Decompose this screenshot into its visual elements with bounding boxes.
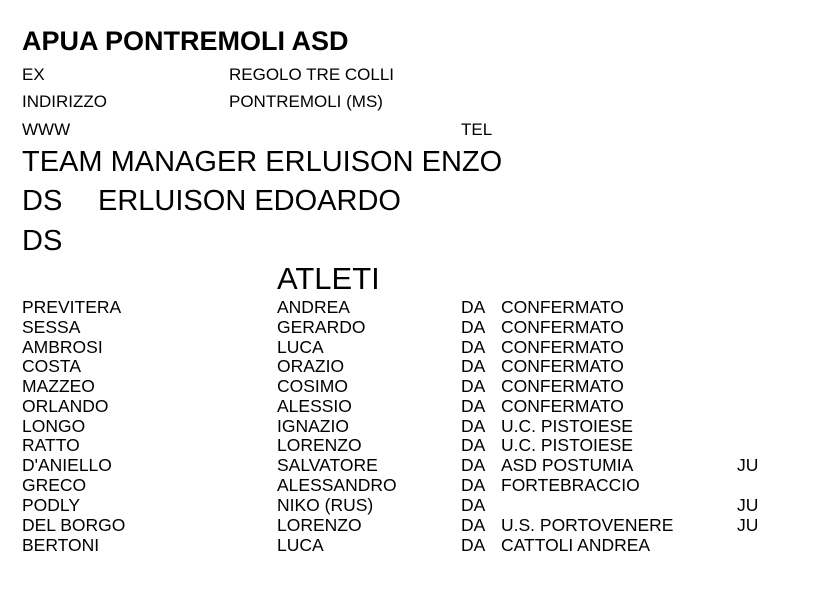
athlete-origin: CONFERMATO xyxy=(501,337,624,357)
athlete-name: LUCA xyxy=(277,535,324,555)
athlete-da: DA xyxy=(461,455,486,475)
athlete-origin: CONFERMATO xyxy=(501,297,624,317)
address-value: PONTREMOLI (MS) xyxy=(229,92,383,111)
athlete-note: JU xyxy=(737,515,759,535)
athlete-note: JU xyxy=(737,455,759,475)
web-label: WWW xyxy=(22,120,71,139)
athlete-da: DA xyxy=(461,376,486,396)
athlete-surname: D'ANIELLO xyxy=(22,455,112,475)
athlete-surname: COSTA xyxy=(22,356,81,376)
athlete-da: DA xyxy=(461,337,486,357)
athlete-name: NIKO (RUS) xyxy=(277,495,374,515)
athlete-surname: RATTO xyxy=(22,435,80,455)
athlete-da: DA xyxy=(461,297,486,317)
athletes-heading: ATLETI xyxy=(277,261,380,296)
athlete-origin: U.C. PISTOIESE xyxy=(501,416,633,436)
address-label: INDIRIZZO xyxy=(22,92,107,111)
athlete-surname: SESSA xyxy=(22,317,81,337)
athlete-name: LORENZO xyxy=(277,515,362,535)
athlete-name: IGNAZIO xyxy=(277,416,349,436)
athlete-origin: CATTOLI ANDREA xyxy=(501,535,651,555)
athlete-origin: FORTEBRACCIO xyxy=(501,475,640,495)
athlete-surname: GRECO xyxy=(22,475,87,495)
team-manager: TEAM MANAGER ERLUISON ENZO xyxy=(22,146,503,178)
ds-label-1: DS xyxy=(22,185,63,217)
athlete-surname: ORLANDO xyxy=(22,396,109,416)
athlete-surname: BERTONI xyxy=(22,535,100,555)
athlete-surname: DEL BORGO xyxy=(22,515,126,535)
athlete-origin: CONFERMATO xyxy=(501,356,624,376)
athlete-da: DA xyxy=(461,416,486,436)
athlete-surname: PREVITERA xyxy=(22,297,122,317)
athlete-origin: CONFERMATO xyxy=(501,376,624,396)
athlete-surname: LONGO xyxy=(22,416,86,436)
athlete-origin: CONFERMATO xyxy=(501,317,624,337)
tel-label: TEL xyxy=(461,120,493,139)
athlete-origin: ASD POSTUMIA xyxy=(501,455,634,475)
athlete-surname: AMBROSI xyxy=(22,337,103,357)
athlete-origin: U.C. PISTOIESE xyxy=(501,435,633,455)
ex-label: EX xyxy=(22,65,45,84)
athlete-note: JU xyxy=(737,495,759,515)
athlete-surname: MAZZEO xyxy=(22,376,95,396)
athlete-name: LUCA xyxy=(277,337,324,357)
athlete-origin: CONFERMATO xyxy=(501,396,624,416)
athlete-name: GERARDO xyxy=(277,317,366,337)
athlete-da: DA xyxy=(461,356,486,376)
athlete-da: DA xyxy=(461,435,486,455)
athlete-da: DA xyxy=(461,317,486,337)
ds-name-1: ERLUISON EDOARDO xyxy=(98,185,401,217)
athlete-da: DA xyxy=(461,475,486,495)
athlete-name: COSIMO xyxy=(277,376,348,396)
athlete-da: DA xyxy=(461,535,486,555)
athlete-surname: PODLY xyxy=(22,495,81,515)
athlete-origin: U.S. PORTOVENERE xyxy=(501,515,674,535)
ex-value: REGOLO TRE COLLI xyxy=(229,65,395,84)
athlete-name: ALESSANDRO xyxy=(277,475,397,495)
athlete-name: ANDREA xyxy=(277,297,350,317)
ds-label-2: DS xyxy=(22,225,63,257)
athlete-name: SALVATORE xyxy=(277,455,378,475)
athlete-name: ORAZIO xyxy=(277,356,345,376)
athlete-da: DA xyxy=(461,396,486,416)
athlete-da: DA xyxy=(461,515,486,535)
athlete-name: LORENZO xyxy=(277,435,362,455)
club-name: APUA PONTREMOLI ASD xyxy=(22,26,349,56)
athlete-da: DA xyxy=(461,495,486,515)
athlete-name: ALESSIO xyxy=(277,396,352,416)
